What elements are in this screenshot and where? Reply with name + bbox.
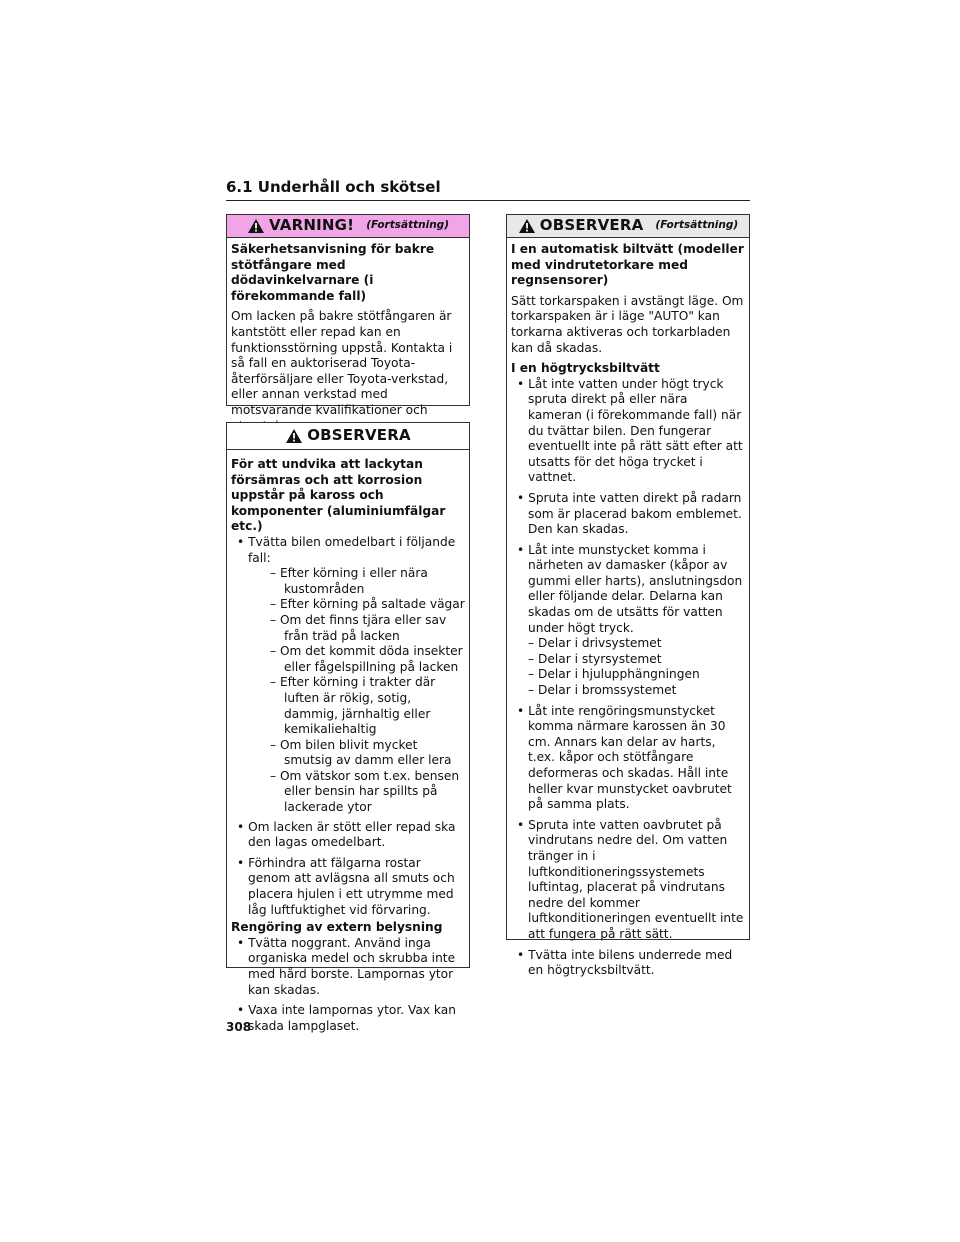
dash-item: – Efter körning på saltade vägar bbox=[270, 597, 465, 612]
dash-item: – Om det finns tjära eller sav från träd på lacken bbox=[270, 612, 447, 643]
notice-right-text-1: Sätt torkarspaken i avstängt läge. Om torkarspaken är i läge "AUTO" kan torkarna aktiveras och torkarbladen kan då skadas. bbox=[511, 293, 744, 355]
notice-box-right-body bbox=[507, 238, 749, 985]
notice-box-left-header bbox=[227, 423, 469, 450]
dash-item: – Om vätskor som t.ex. bensen eller bensin har spillts på lackerade ytor bbox=[270, 768, 460, 815]
list-item: • Tvätta inte bilens underrede med en högtrycksbiltvätt. bbox=[517, 947, 733, 978]
notice-triangle-icon bbox=[518, 218, 536, 234]
notice-box-right-header bbox=[507, 215, 749, 238]
dash-item: – Om bilen blivit mycket smutsig av damm eller lera bbox=[270, 737, 452, 768]
dash-item: – Efter körning i trakter där luften är rökig, sotig, dammig, järnhaltig eller kemikaliehaltig bbox=[270, 675, 436, 737]
list-item: • Spruta inte vatten direkt på radarn som är placerad bakom emblemet. Den kan skadas. bbox=[517, 490, 742, 537]
list-item: • Låt inte munstycket komma i närheten av damasker (kåpor av gummi eller harts), anslutningsdon eller följande delar. Delarna kan skadas om de utsätts för vatten under högt tryck. – Delar i drivsystemet – Delar i styrsystemet – Delar i hjulupphängningen – Delar i bromssystemet bbox=[511, 543, 745, 699]
warning-continued-label: (Fortsättning) bbox=[366, 219, 449, 232]
warning-box bbox=[226, 214, 470, 417]
notice-left-title: OBSERVERA bbox=[307, 426, 411, 445]
section-header: 6.1 Underhåll och skötsel bbox=[226, 178, 750, 201]
warning-box-body bbox=[227, 238, 469, 445]
dash-item: – Om det kommit döda insekter eller fågelspillning på lacken bbox=[270, 644, 463, 674]
warning-title: VARNING! bbox=[268, 216, 355, 235]
list-item: • Vaxa inte lampornas ytor. Vax kan skada lampglaset. bbox=[237, 1003, 456, 1033]
warning-triangle-icon bbox=[247, 218, 265, 234]
dash-item: – Efter körning i eller nära kustområden bbox=[270, 566, 428, 596]
warning-heading: Säkerhetsanvisning för bakre stötfångare med dödavinkelvarnare (i förekommande fall) bbox=[231, 242, 435, 303]
dash-item: – Delar i drivsystemet bbox=[528, 636, 662, 651]
list-item: • Låt inte vatten under högt tryck spruta direkt på eller nära kameran (i förekommande fall) när du tvättar bilen. Den fungerar eventuellt inte på rätt sätt efter att utsatts för det höga trycket i vattnet. bbox=[517, 376, 743, 485]
list-item: • Förhindra att fälgarna rostar genom att avlägsna all smuts och placera hjulen i ett utrymme med låg luftfuktighet vid förvaring. bbox=[237, 855, 455, 917]
list-item: • Tvätta noggrant. Använd inga organiska medel och skrubba inte med hård borste. Lampornas ytor kan skadas. bbox=[237, 935, 456, 997]
notice-right-heading-2: I en högtrycksbiltvätt bbox=[511, 361, 660, 376]
notice-right-continued-label: (Fortsättning) bbox=[655, 219, 739, 232]
warning-text: Om lacken på bakre stötfångaren är kantstött eller repad kan en funktionsstörning uppstå. Kontakta i så fall en auktoriserad Toyota-återförsäljare eller Toyota-verkstad, eller annan verkstad med motsvarande kvalifikationer och bbox=[231, 309, 453, 417]
list-item: • Låt inte rengöringsmunstycket komma närmare karossen än 30 cm. Annars kan delar av harts, t.ex. kåpor och stötfångare deformeras och skadas. Håll inte heller kvar munstycket oavbrutet på samma plats. bbox=[517, 703, 732, 812]
page-number: 308 bbox=[226, 1020, 252, 1034]
list-item: • Tvätta bilen omedelbart i följande fall: – Efter körning i eller nära kustområden – Efter körning på saltade vägar – Om det finns tjära eller sav från träd på lacken – Om det kommit döda insekter eller fågelspillning på lacken – Efter körning i trakter där luften är rökig, sotig, dammig, järnhaltig eller kemikaliehaltig – Om bilen blivit mycket smutsig av damm eller lera – Om vätskor som t.ex. bensen eller bensin har spillts på lackerade ytor bbox=[237, 534, 465, 815]
dash-item: – Delar i bromssystemet bbox=[528, 683, 677, 698]
list-item: • Om lacken är stött eller repad ska den lagas omedelbart. bbox=[237, 819, 456, 850]
dash-item: – Delar i styrsystemet bbox=[528, 651, 662, 666]
notice-left-heading-2: Rengöring av extern belysning bbox=[231, 920, 443, 935]
notice-right-title: OBSERVERA bbox=[539, 216, 644, 235]
warning-box-header bbox=[227, 215, 469, 238]
list-item: • Spruta inte vatten oavbrutet på vindrutans nedre del. Om vatten tränger in i luftkonditioneringssystemets luftintag, placerat på vindrutans nedre del kommer luftkonditioneringen eventuellt inte att fungera på rätt sätt. bbox=[517, 817, 744, 941]
notice-box-left-body bbox=[227, 450, 469, 1040]
notice-right-heading-1: I en automatisk biltvätt (modeller med vindrutetorkare med regnsensorer) bbox=[511, 242, 744, 288]
dash-item: – Delar i hjulupphängningen bbox=[528, 667, 700, 682]
notice-box-right bbox=[506, 214, 750, 978]
notice-left-heading-1: För att undvika att lackytan försämras och att korrosion uppstår på kaross och komponenter (aluminiumfälgar etc.) bbox=[231, 457, 446, 534]
notice-triangle-icon bbox=[285, 428, 303, 444]
